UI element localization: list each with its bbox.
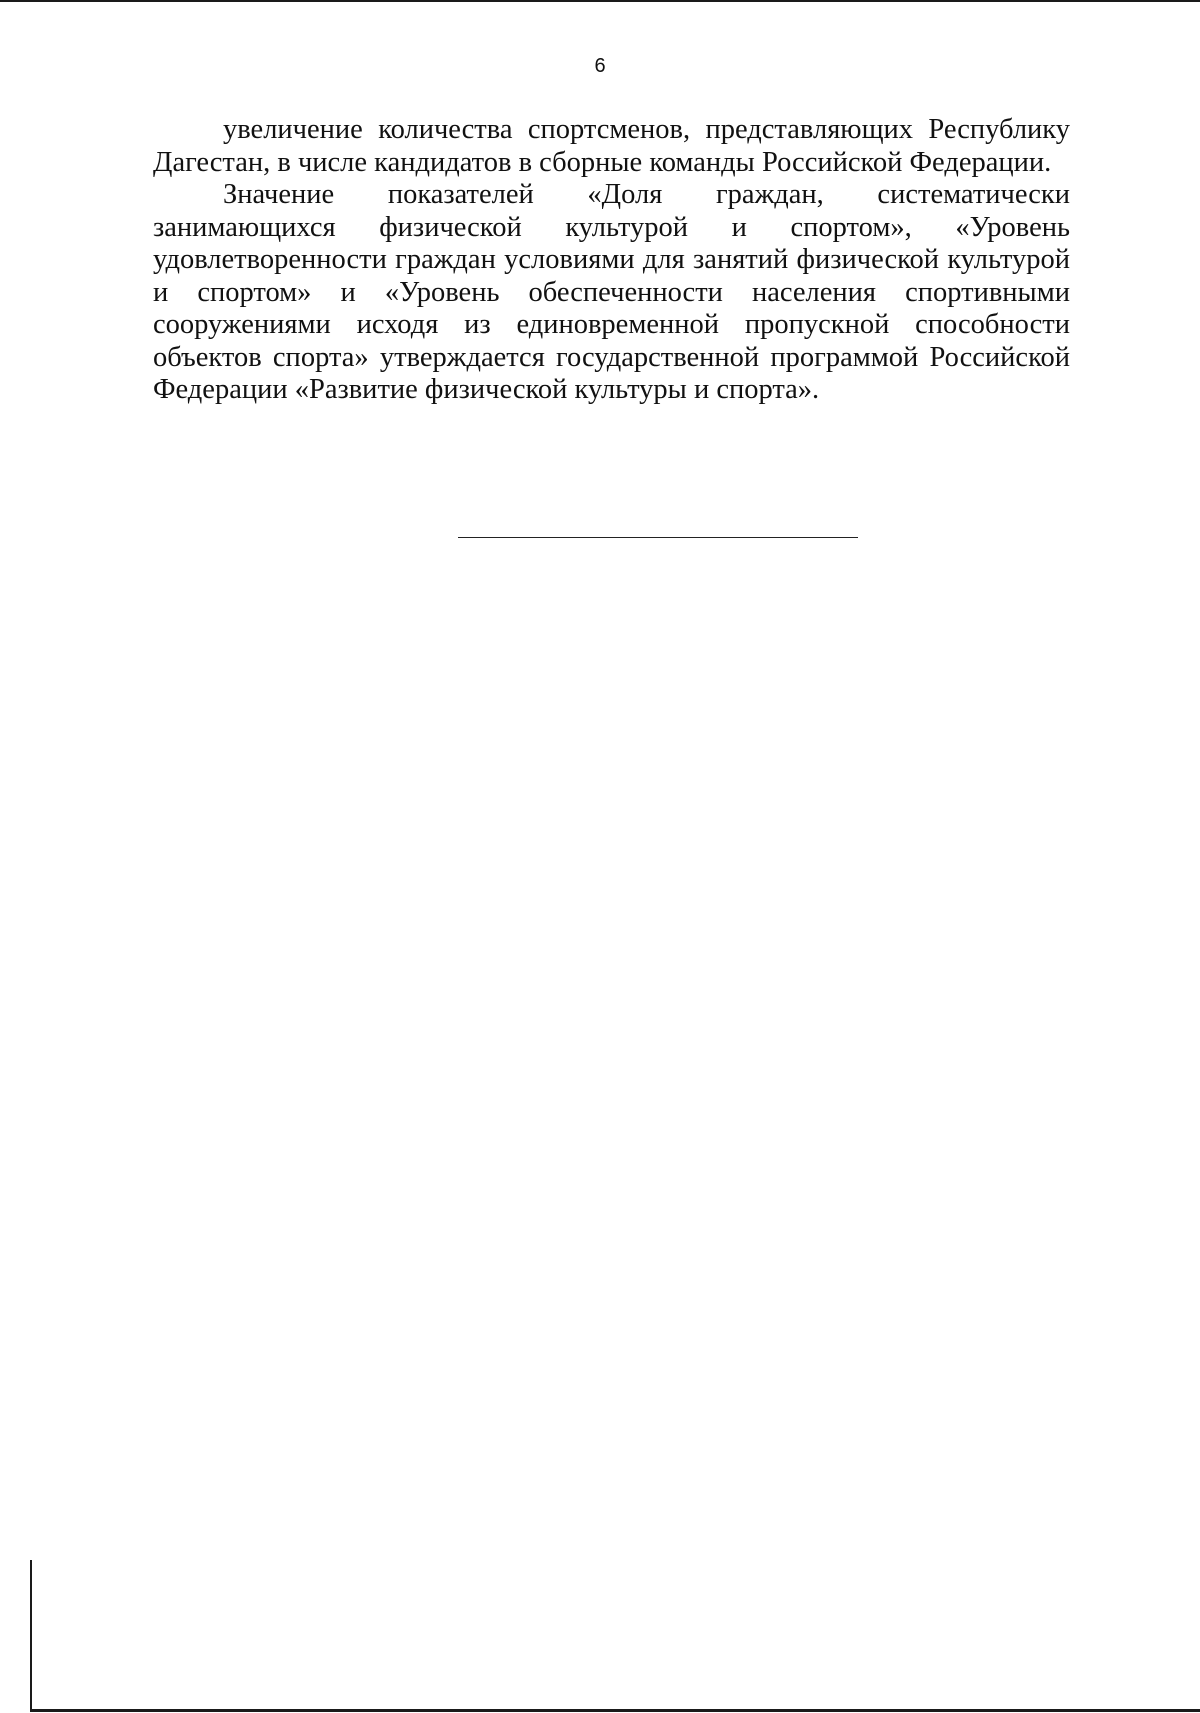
scan-border-bottom [30, 1709, 1200, 1712]
paragraph: Значение показателей «Доля граждан, систематически занимающихся физической культурой и спортом», «Уровень удовлетворенности граждан условиями для занятий физической культурой и спортом» и «Уровень обеспеченности населения спортивными сооружениями исходя из единовременной пропускной способности объектов спорта» утверждается государственной программой Российской Федерации «Развитие физической культуры и спорта». [153, 179, 1070, 405]
scan-border-left [30, 1560, 32, 1710]
page-number: 6 [594, 55, 606, 77]
document-body [153, 114, 1070, 407]
end-separator-line [458, 537, 858, 538]
scan-border-top [0, 0, 1200, 2]
paragraph: увеличение количества спортсменов, представляющих Республику Дагестан, в числе кандидатов в сборные команды Российской Федерации. [153, 114, 1070, 178]
